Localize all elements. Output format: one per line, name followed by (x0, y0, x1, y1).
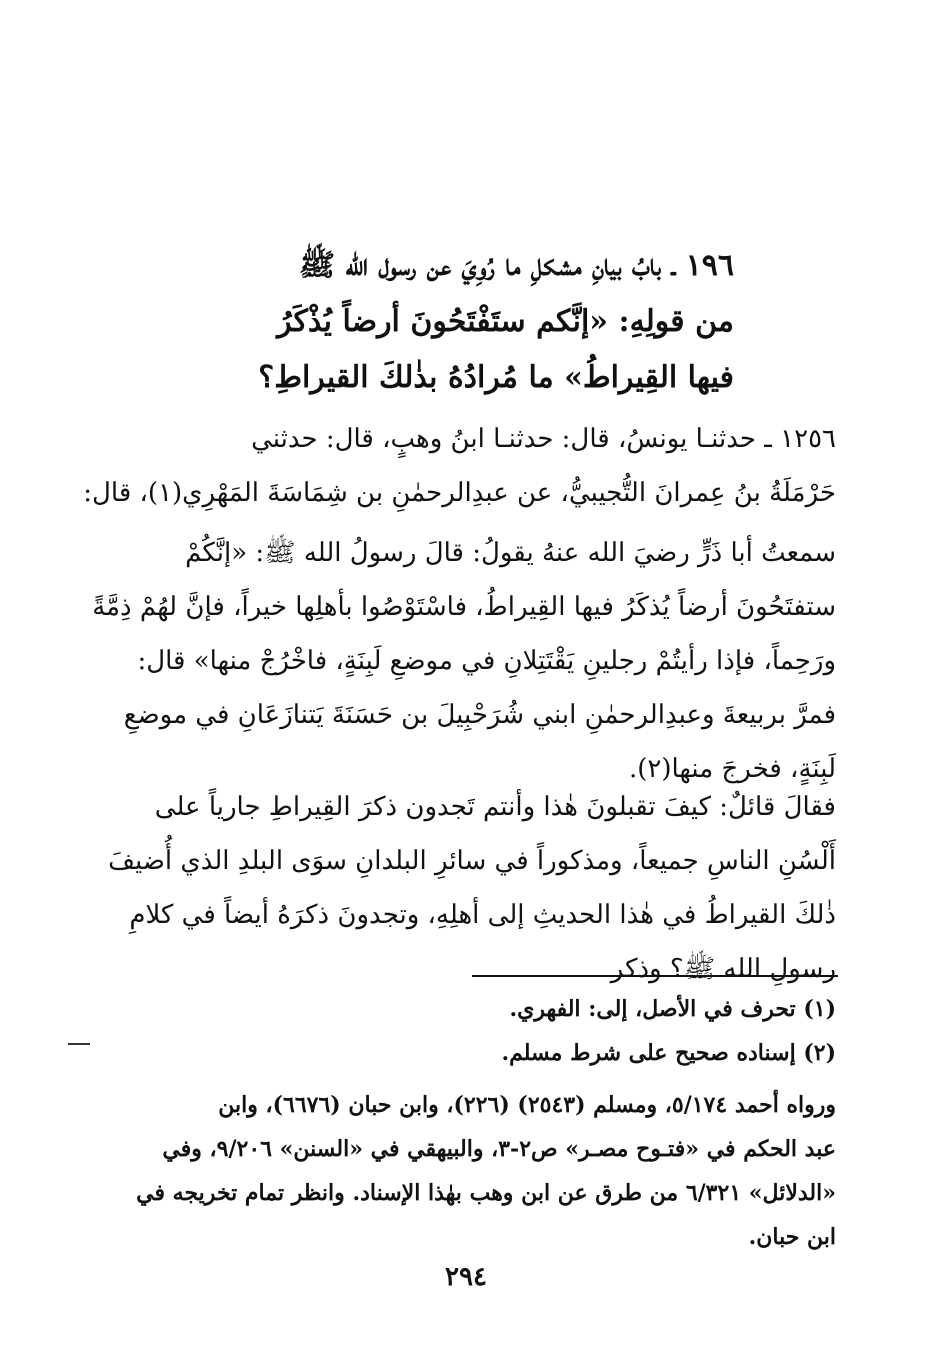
hadith-text-paragraph (92, 526, 836, 796)
paragraph-line: رسولِ الله ﷺ؟ وذكر (610, 954, 836, 984)
scan-mark (68, 1043, 90, 1045)
footnote-1: (١) تحرف في الأصل، إلى: الفهري. (509, 996, 836, 1022)
paragraph-line: سمعتُ أبا ذَرٍّ رضيَ الله عنهُ يقولُ: قالَ رسولُ الله ﷺ: «إنَّكُمْ (185, 538, 836, 568)
isnad-line-1: ١٢٥٦ ـ حدثنـا يونسُ، قال: حدثنـا ابنُ وهبٍ، قال: حدثني (251, 424, 836, 454)
paragraph-line: لَبِنَةٍ، فخرجَ منها(٢). (628, 754, 836, 784)
paragraph-line: ذٰلكَ القيراطُ في هٰذا الحديثِ إلى أهلِهِ، وتجدونَ ذكرَهُ أيضاً في كلامِ (129, 900, 836, 930)
chapter-heading (174, 238, 734, 406)
paragraph-line: فقالَ قائلٌ: كيفَ تقبلونَ هٰذا وأنتم تَجدون ذكرَ القِيراطِ جارياً على (154, 792, 836, 822)
hadith-isnad (83, 412, 836, 520)
isnad-line-2: حَرْمَلَةُ بنُ عِمرانَ التُّجيبيُّ، عن عبدِالرحمٰنِ بن شِمَاسَةَ المَهْرِي(١)، قال: (83, 478, 836, 508)
footnote-line: عبد الحكم في «فتـوح مصـر» ص٢-٣، والبيهقي في «السنن» ٩/٢٠٦، وفي (162, 1136, 836, 1162)
heading-line-2: من قولِهِ: «إنَّكم ستَفْتَحُونَ أرضاً يُذْكَرُ (277, 304, 734, 339)
paragraph-line: أَلْسُنِ الناسِ جميعاً، ومذكوراً في سائرِ البلدانِ سوَى البلدِ الذي أُضيفَ (108, 846, 836, 876)
discussion-paragraph (100, 780, 836, 996)
paragraph-line: ورَحِماً، فإذا رأيتُمْ رجلينِ يَقْتَتِلانِ في موضعِ لَبِنَةٍ، فاخْرُجْ منها» قال: (137, 646, 836, 676)
footnote-line: ابن حبان. (748, 1224, 836, 1250)
heading-line-3: فيها القِيراطُ» ما مُرادُهُ بذٰلكَ القيراطِ؟ (258, 360, 734, 395)
paragraph-line: ستفتَحُونَ أرضاً يُذكَرُ فيها القِيراطُ، فاسْتَوْصُوا بأهلِها خيراً، فإنَّ لهُمْ ذِمَّةً (92, 592, 836, 622)
page-number: ٢٩٤ (445, 1262, 487, 1292)
footnote-line: ورواه أحمد ٥/١٧٤، ومسلم (٢٥٤٣) (٢٢٦)، وابن حبان (٦٦٧٦)، وابن (218, 1092, 836, 1118)
footnote-separator (472, 975, 838, 977)
footnote-2-continuation (100, 1083, 836, 1259)
footnote-2: (٢) إسناده صحيح على شرط مسلم. (501, 1040, 836, 1066)
heading-line-1: ١٩٦ ـ بابُ بيانِ مشكلِ ما رُوِيَ عن رسول الله ﷺ (298, 248, 734, 283)
paragraph-line: فمرَّ بربيعةَ وعبدِالرحمٰنِ ابني شُرَحْبِيلَ بن حَسَنَةَ يَتنازَعَانِ في موضعِ (123, 700, 836, 730)
footnote-line: «الدلائل» ٦/٣٢١ من طرق عن ابن وهب بهٰذا الإسناد. وانظر تمام تخريجه في (136, 1180, 836, 1206)
